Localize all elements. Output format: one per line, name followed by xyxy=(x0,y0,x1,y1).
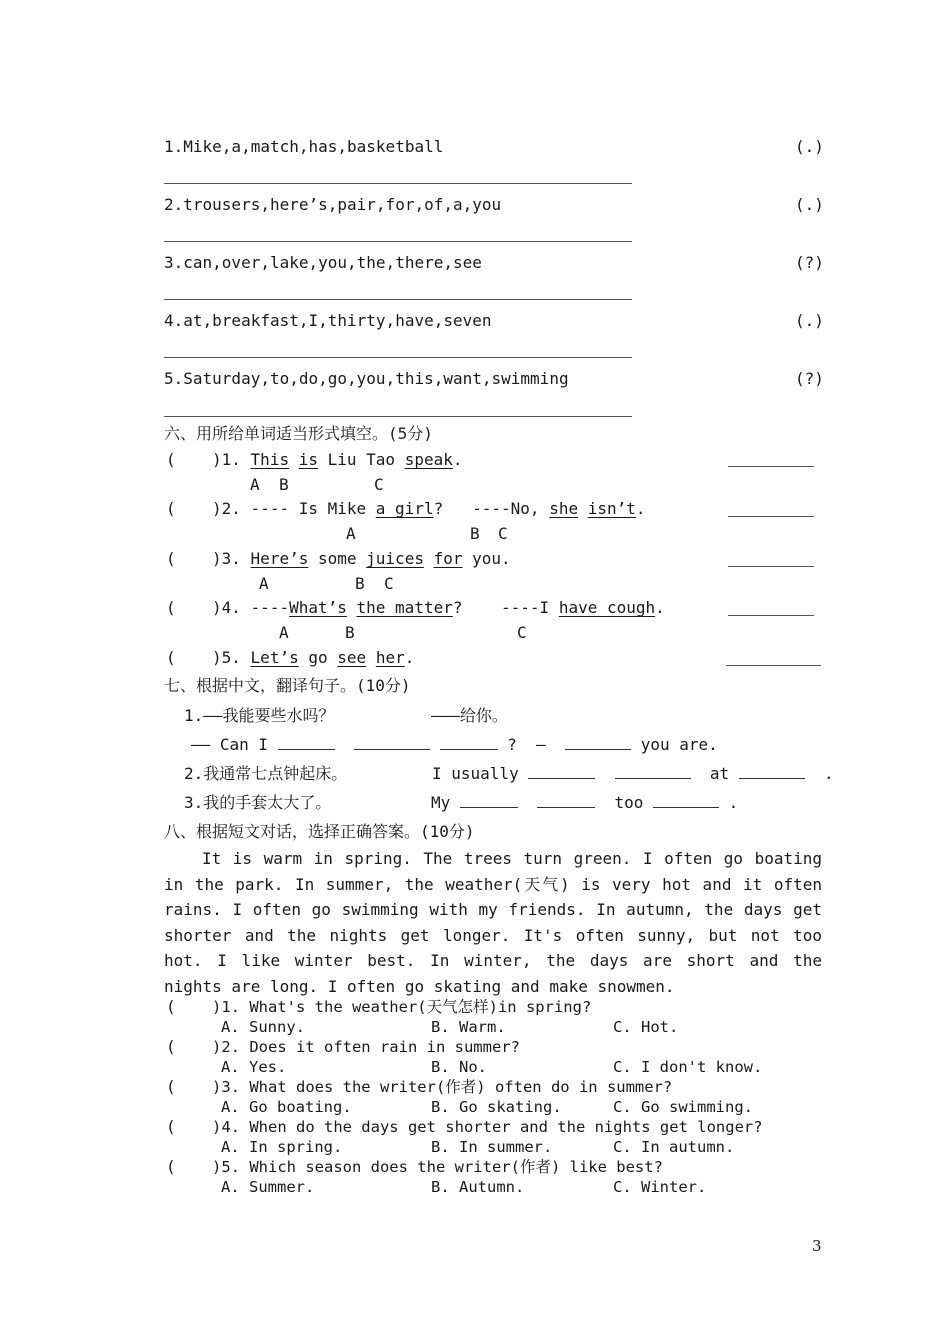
reorder-item-3-punct: (?) xyxy=(795,253,824,272)
section-6-title: 六、用所给单词适当形式填空。(5分) xyxy=(164,424,433,443)
blank[interactable] xyxy=(278,735,335,750)
reorder-item-3: 3.can,over,lake,you,the,there,see xyxy=(164,253,482,272)
answer-line[interactable] xyxy=(164,183,632,184)
blank[interactable] xyxy=(739,764,805,779)
reorder-item-2-punct: (.) xyxy=(795,195,824,214)
answer-paren[interactable]: ( xyxy=(166,1077,176,1096)
reorder-item-4: 4.at,breakfast,I,thirty,have,seven xyxy=(164,311,492,330)
reorder-item-5: 5.Saturday,to,do,go,you,this,want,swimming xyxy=(164,369,569,388)
translate-2-english: I usually at . xyxy=(432,764,834,783)
option-label: A xyxy=(346,524,356,543)
option-label: A xyxy=(279,623,289,642)
answer-line[interactable] xyxy=(728,466,814,467)
section-8-title: 八、根据短文对话，选择正确答案。(10分) xyxy=(164,822,475,841)
question-6-4: )4. ----What’s the matter? ----I have cough. xyxy=(212,598,665,617)
answer-paren[interactable]: ( xyxy=(166,1117,176,1136)
option-a[interactable]: A. Go boating. xyxy=(221,1098,352,1116)
answer-paren[interactable]: ( xyxy=(166,549,176,568)
translate-3-english: My too . xyxy=(431,793,739,812)
translate-1-chinese: 1.——我能要些水吗？ xyxy=(184,706,335,725)
reorder-item-4-punct: (.) xyxy=(795,311,824,330)
option-label: B xyxy=(355,574,365,593)
blank[interactable] xyxy=(460,793,518,808)
reading-passage: It is warm in spring. The trees turn green. I often go boating in the park. In summer, the weather(天气) is very hot and it often rains. I often go swimming with my friends. In autumn, the days get shorter and the nights get longer. It's often sunny, but not too hot. I like winter best. In winter, the days are short and the nights are long. I often go skating and make snowmen. xyxy=(164,849,822,996)
answer-line[interactable] xyxy=(728,615,814,616)
answer-paren[interactable]: ( xyxy=(166,598,176,617)
reading-question-5: )5. Which season does the writer(作者) like best? xyxy=(212,1158,663,1176)
reading-question-3: )3. What does the writer(作者) often do in summer? xyxy=(212,1078,673,1096)
page-number: 3 xyxy=(812,1237,822,1255)
option-b[interactable]: B. Autumn. xyxy=(431,1178,525,1196)
translate-2-chinese: 2.我通常七点钟起床。 xyxy=(184,764,348,783)
option-label: A xyxy=(259,574,269,593)
reorder-item-5-punct: (?) xyxy=(795,369,824,388)
option-b[interactable]: B. Go skating. xyxy=(431,1098,562,1116)
option-b[interactable]: B. No. xyxy=(431,1058,487,1076)
answer-paren[interactable]: ( xyxy=(166,450,176,469)
answer-paren[interactable]: ( xyxy=(166,1157,176,1176)
answer-line[interactable] xyxy=(728,516,814,517)
option-c[interactable]: C. Winter. xyxy=(613,1178,707,1196)
answer-paren[interactable]: ( xyxy=(166,499,176,518)
reading-question-1: )1. What's the weather(天气怎样)in spring? xyxy=(212,998,592,1016)
translate-1-english: —— Can I ? — you are. xyxy=(191,735,718,754)
option-a[interactable]: A. Summer. xyxy=(221,1178,315,1196)
option-c[interactable]: C. I don't know. xyxy=(613,1058,763,1076)
reorder-item-2: 2.trousers,here’s,pair,for,of,a,you xyxy=(164,195,502,214)
option-c[interactable]: C. Go swimming. xyxy=(613,1098,753,1116)
reading-question-2: )2. Does it often rain in summer? xyxy=(212,1038,520,1056)
question-6-1: )1. This is Liu Tao speak. xyxy=(212,450,463,469)
blank[interactable] xyxy=(537,793,595,808)
section-7-title: 七、根据中文，翻译句子。(10分) xyxy=(164,676,411,695)
answer-line[interactable] xyxy=(164,416,632,417)
option-a[interactable]: A. Yes. xyxy=(221,1058,287,1076)
reorder-item-1: 1.Mike,a,match,has,basketball xyxy=(164,137,444,156)
translate-3-chinese: 3.我的手套太大了。 xyxy=(184,793,332,812)
option-label: C xyxy=(374,475,384,494)
option-label: A xyxy=(250,475,260,494)
answer-paren[interactable]: ( xyxy=(166,648,176,667)
translate-1-chinese-reply: ———给你。 xyxy=(431,706,508,725)
question-6-2: )2. ---- Is Mike a girl? ----No, she isn’t. xyxy=(212,499,646,518)
blank[interactable] xyxy=(440,735,498,750)
option-c[interactable]: C. In autumn. xyxy=(613,1138,735,1156)
option-a[interactable]: A. In spring. xyxy=(221,1138,343,1156)
option-label: B xyxy=(279,475,289,494)
option-label: C xyxy=(384,574,394,593)
option-b[interactable]: B. Warm. xyxy=(431,1018,506,1036)
blank[interactable] xyxy=(615,764,691,779)
answer-line[interactable] xyxy=(164,357,632,358)
reorder-item-1-punct: (.) xyxy=(795,137,824,156)
option-a[interactable]: A. Sunny. xyxy=(221,1018,305,1036)
option-label: B xyxy=(345,623,355,642)
blank[interactable] xyxy=(528,764,595,779)
answer-line[interactable] xyxy=(726,665,821,666)
answer-paren[interactable]: ( xyxy=(166,997,176,1016)
answer-line[interactable] xyxy=(728,566,814,567)
question-6-5: )5. Let’s go see her. xyxy=(212,648,415,667)
answer-line[interactable] xyxy=(164,241,632,242)
blank[interactable] xyxy=(354,735,430,750)
answer-paren[interactable]: ( xyxy=(166,1037,176,1056)
option-b[interactable]: B. In summer. xyxy=(431,1138,553,1156)
answer-line[interactable] xyxy=(164,299,632,300)
option-label: C xyxy=(498,524,508,543)
blank[interactable] xyxy=(565,735,631,750)
reading-question-4: )4. When do the days get shorter and the nights get longer? xyxy=(212,1118,763,1136)
blank[interactable] xyxy=(653,793,719,808)
option-label: C xyxy=(517,623,527,642)
question-6-3: )3. Here’s some juices for you. xyxy=(212,549,511,568)
option-c[interactable]: C. Hot. xyxy=(613,1018,679,1036)
option-label: B xyxy=(470,524,480,543)
